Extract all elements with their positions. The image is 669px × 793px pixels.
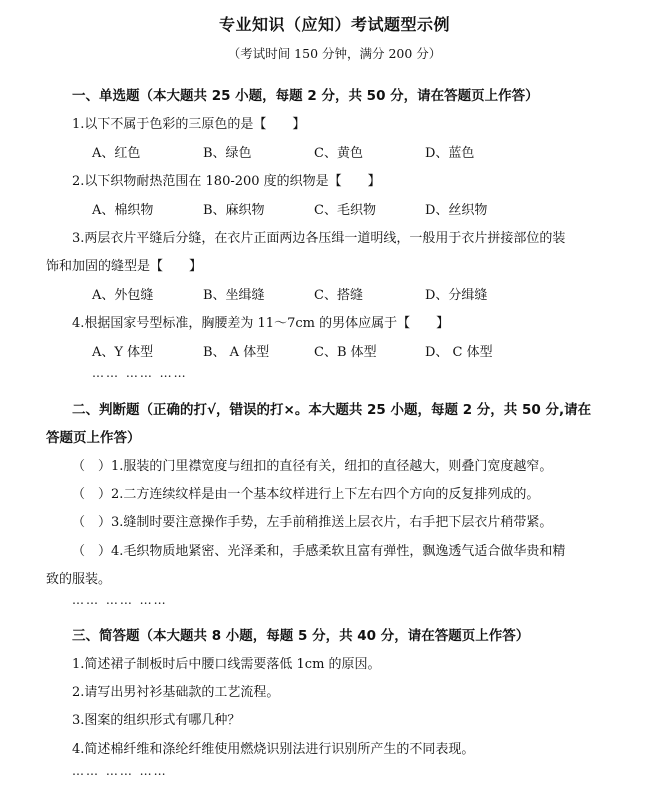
option-d: D、 C 体型 [425,345,493,360]
judgment-item-4-line2: 致的服装。 [46,572,112,587]
option-b: B、麻织物 [203,203,265,218]
short-answer-4: 4.简述棉纤维和涤纶纤维使用燃烧识别法进行识别所产生的不同表现。 [72,742,475,757]
option-b: B、 A 体型 [203,345,270,360]
question-4: 4.根据国家号型标准，胸腰差为 11～7cm 的男体应属于【 】 [72,316,450,331]
option-c: C、搭缝 [314,288,363,303]
question-2: 2.以下织物耐热范围在 180-200 度的织物是【 】 [72,174,381,189]
judgment-item-2: （ ）2.二方连续纹样是由一个基本纹样进行上下左右四个方向的反复排列成的。 [72,487,540,502]
option-d: D、蓝色 [425,146,475,161]
option-c: C、黄色 [314,146,363,161]
page-subtitle: （考试时间 150 分钟，满分 200 分） [227,46,442,61]
judgment-item-1: （ ）1.服装的门里襟宽度与纽扣的直径有关，纽扣的直径越大，则叠门宽度越窄。 [72,459,553,474]
option-a: A、棉织物 [92,203,154,218]
option-d: D、丝织物 [425,203,488,218]
ellipsis: …… …… …… [92,366,188,380]
judgment-item-3: （ ）3.缝制时要注意操作手势，左手前稍推送上层衣片，右手把下层衣片稍带紧。 [72,515,553,530]
question-1: 1.以下不属于色彩的三原色的是【 】 [72,117,306,132]
section-heading-single-choice: 一、单选题（本大题共 25 小题，每题 2 分，共 50 分，请在答题页上作答） [72,88,539,104]
option-c: C、毛织物 [314,203,376,218]
ellipsis: …… …… …… [72,764,168,778]
option-a: A、红色 [92,146,141,161]
option-a: A、Y 体型 [92,345,154,360]
section-heading-true-false-line1: 二、判断题（正确的打√，错误的打×。本大题共 25 小题，每题 2 分，共 50 分,请在 [72,402,592,418]
section-heading-short-answer: 三、简答题（本大题共 8 小题，每题 5 分，共 40 分，请在答题页上作答） [72,628,530,644]
judgment-item-4-line1: （ ）4.毛织物质地紧密、光泽柔和，手感柔软且富有弹性，飘逸透气适合做华贵和精 [72,544,566,559]
option-b: B、绿色 [203,146,252,161]
section-heading-true-false-line2: 答题页上作答） [46,430,141,446]
short-answer-1: 1.简述裙子制板时后中腰口线需要落低 1cm 的原因。 [72,657,381,672]
short-answer-3: 3.图案的组织形式有哪几种？ [72,713,241,728]
ellipsis: …… …… …… [72,593,168,607]
page-title: 专业知识（应知）考试题型示例 [218,15,450,34]
option-d: D、分缉缝 [425,288,488,303]
short-answer-2: 2.请写出男衬衫基础款的工艺流程。 [72,685,280,700]
question-3-line2: 饰和加固的缝型是【 】 [46,259,203,274]
question-3-line1: 3.两层衣片平缝后分缝，在衣片正面两边各压缉一道明线，一般用于衣片拼接部位的装 [72,231,566,246]
option-a: A、外包缝 [92,288,154,303]
option-b: B、坐缉缝 [203,288,265,303]
option-c: C、B 体型 [314,345,377,360]
